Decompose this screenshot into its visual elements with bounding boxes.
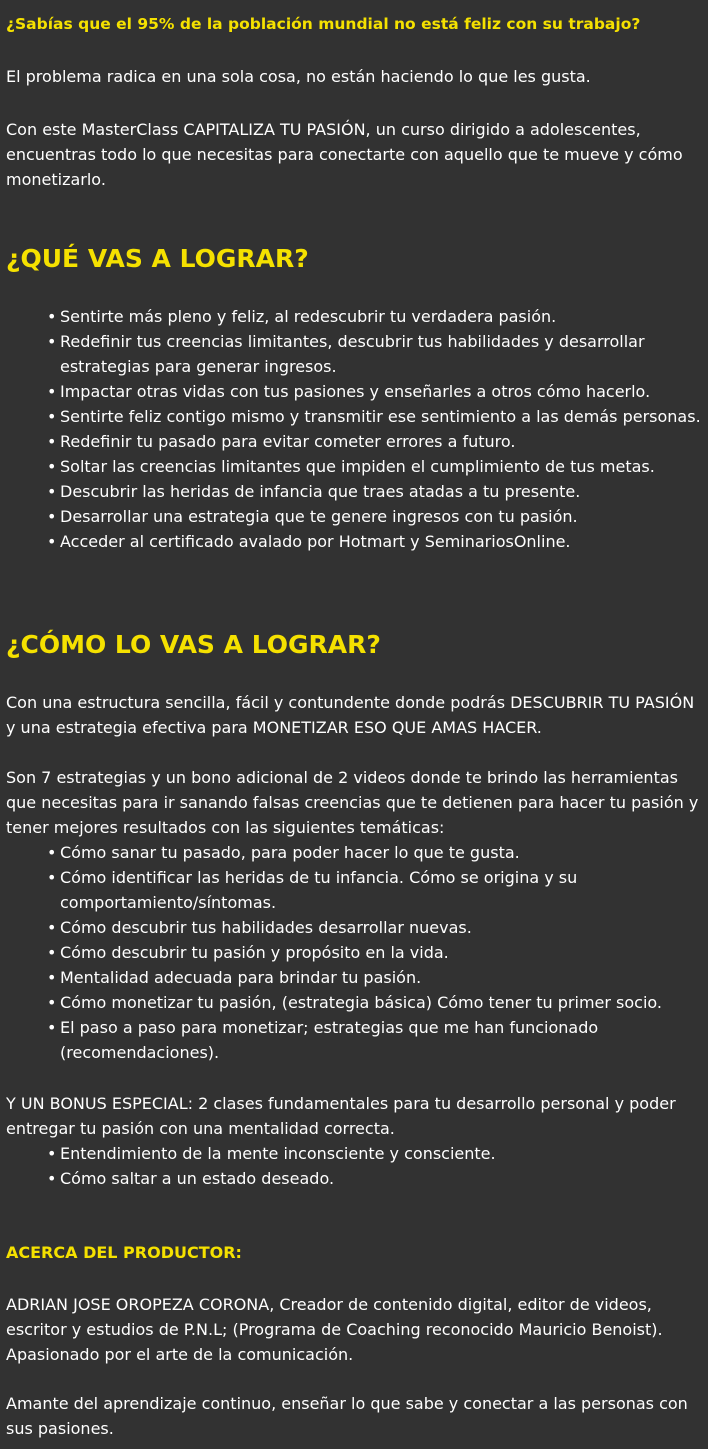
list-item: • Entendimiento de la mente inconsciente y consciente.: [47, 1144, 496, 1163]
section-heading-goals: ¿QUÉ VAS A LOGRAR?: [6, 244, 309, 273]
list-item: • Cómo monetizar tu pasión, (estrategia básica) Cómo tener tu primer socio.: [47, 993, 662, 1012]
list-item: • El paso a paso para monetizar; estrategias que me han funcionado (recomendaciones).: [47, 1018, 599, 1062]
how-paragraph-2: Son 7 estrategias y un bono adicional de 2 videos donde te brindo las herramientas que necesitas para ir sanando falsas creencias que te detienen para hacer tu pasión y tener mejores resultados con las siguientes temáticas:: [6, 768, 699, 837]
list-item: • Sentirte feliz contigo mismo y transmitir ese sentimiento a las demás personas.: [47, 407, 701, 426]
list-item: • Cómo descubrir tus habilidades desarrollar nuevas.: [47, 918, 472, 937]
section-heading-how: ¿CÓMO LO VAS A LOGRAR?: [6, 630, 381, 659]
list-item: • Redefinir tus creencias limitantes, descubrir tus habilidades y desarrollar estrategias para generar ingresos.: [47, 332, 645, 376]
list-item: • Cómo identificar las heridas de tu infancia. Cómo se origina y su comportamiento/síntomas.: [47, 868, 578, 912]
bonus-paragraph: Y UN BONUS ESPECIAL: 2 clases fundamentales para tu desarrollo personal y poder entregar tu pasión con una mentalidad correcta.: [6, 1094, 676, 1138]
intro-question: ¿Sabías que el 95% de la población mundial no está feliz con su trabajo?: [6, 15, 641, 33]
list-item: • Mentalidad adecuada para brindar tu pasión.: [47, 968, 422, 987]
list-item: • Cómo sanar tu pasado, para poder hacer lo que te gusta.: [47, 843, 520, 862]
producer-paragraph-2: Amante del aprendizaje continuo, enseñar lo que sabe y conectar a las personas con sus pasiones.: [6, 1394, 688, 1438]
how-paragraph-1: Con una estructura sencilla, fácil y contundente donde podrás DESCUBRIR TU PASIÓN y una estrategia efectiva para MONETIZAR ESO QUE AMAS HACER.: [6, 693, 695, 737]
list-item: • Descubrir las heridas de infancia que traes atadas a tu presente.: [47, 482, 581, 501]
list-item: • Sentirte más pleno y feliz, al redescubrir tu verdadera pasión.: [47, 307, 557, 326]
goals-list: [0, 304, 702, 554]
topics-list: [0, 840, 702, 1065]
intro-paragraph-2: Con este MasterClass CAPITALIZA TU PASIÓN, un curso dirigido a adolescentes, encuentras todo lo que necesitas para conectarte con aquello que te mueve y cómo monetizarlo.: [6, 120, 683, 189]
list-item: • Soltar las creencias limitantes que impiden el cumplimiento de tus metas.: [47, 457, 655, 476]
list-item: • Desarrollar una estrategia que te genere ingresos con tu pasión.: [47, 507, 578, 526]
list-item: • Acceder al certificado avalado por Hotmart y SeminariosOnline.: [47, 532, 571, 551]
list-item: • Impactar otras vidas con tus pasiones y enseñarles a otros cómo hacerlo.: [47, 382, 651, 401]
list-item: • Cómo descubrir tu pasión y propósito en la vida.: [47, 943, 449, 962]
list-item: • Cómo saltar a un estado deseado.: [47, 1169, 335, 1188]
list-item: • Redefinir tu pasado para evitar cometer errores a futuro.: [47, 432, 516, 451]
intro-paragraph-1: El problema radica en una sola cosa, no están haciendo lo que les gusta.: [6, 67, 591, 86]
bonus-list: [0, 1141, 702, 1191]
section-heading-producer: ACERCA DEL PRODUCTOR:: [6, 1243, 242, 1262]
producer-paragraph-1: ADRIAN JOSE OROPEZA CORONA, Creador de contenido digital, editor de videos, escritor y estudios de P.N.L; (Programa de Coaching reconocido Mauricio Benoist). Apasionado por el arte de la comunicación.: [6, 1295, 663, 1364]
